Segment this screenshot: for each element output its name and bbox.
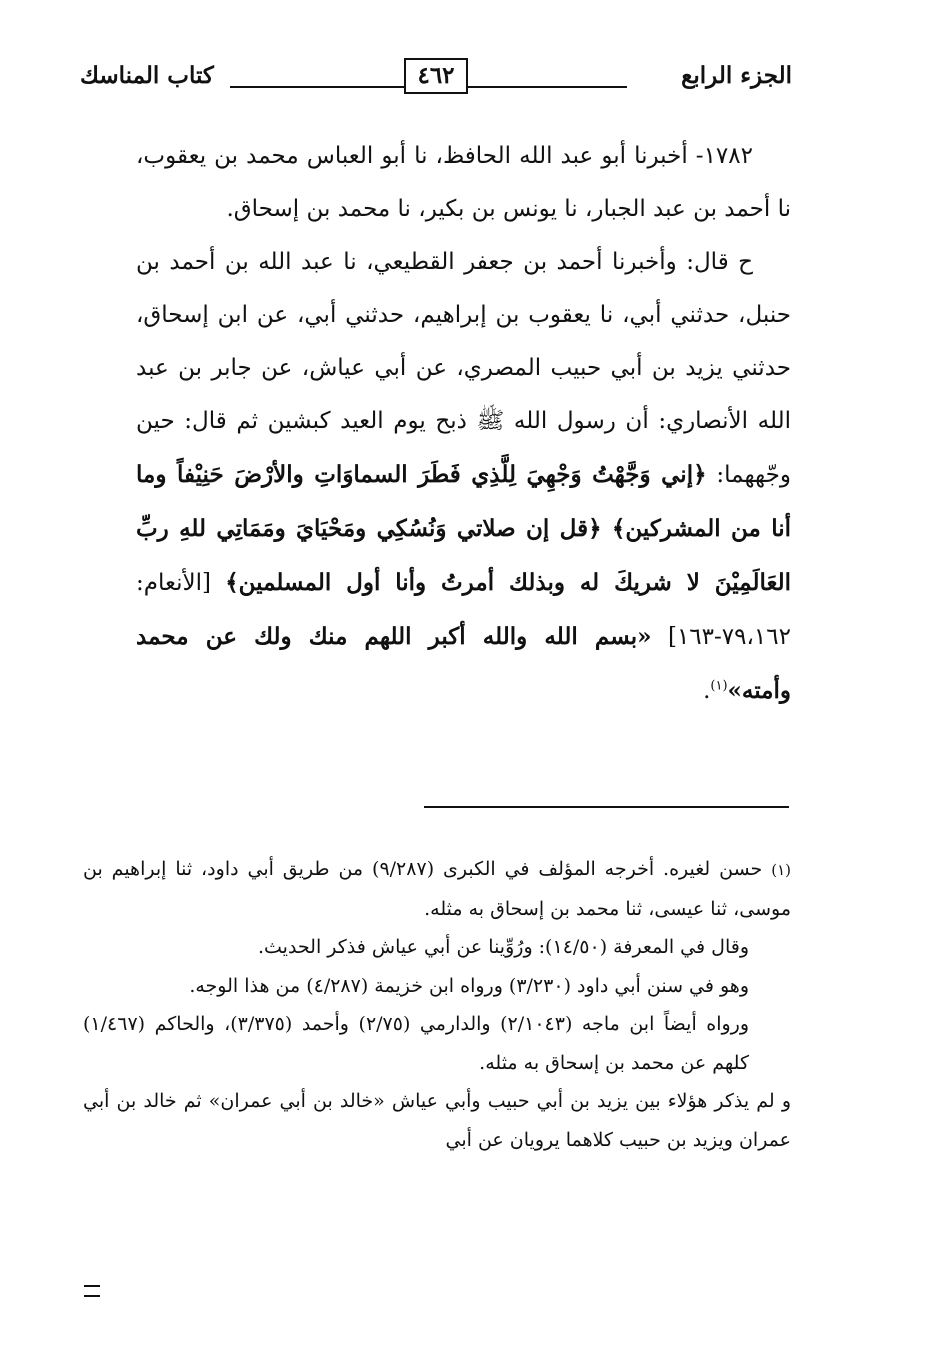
main-text [136, 130, 791, 718]
header-rule-left [230, 86, 405, 88]
hadith-isnad-paragraph: ١٧٨٢- أخبرنا أبو عبد الله الحافظ، نا أبو العباس محمد بن يعقوب، نا أحمد بن عبد الجبار، نا يونس بن بكير، نا محمد بن إسحاق. [136, 143, 791, 222]
part-title: الجزء الرابع [681, 62, 792, 89]
book-title: كتاب المناسك [80, 62, 214, 89]
footnote-marker: (١) [710, 678, 728, 694]
footnote-line: وهو في سنن أبي داود (٣/٢٣٠) ورواه ابن خزيمة (٤/٢٨٧) من هذا الوجه. [189, 974, 749, 997]
running-header [80, 58, 792, 98]
dua-text: «بسم الله والله أكبر اللهم منك ولك عن محمد وأمته» [136, 623, 791, 704]
page-number: ٤٦٢ [404, 58, 468, 94]
footnote-line: (١) حسن لغيره. أخرجه المؤلف في الكبرى (٩/٢٨٧) من طريق أبي داود، ثنا إبراهيم بن موسى، ثنا عيسى، ثنا محمد بن إسحاق به مثله. [83, 858, 791, 920]
footnote-line: وقال في المعرفة (١٤/٥٠): ورُوِّينا عن أبي عياش فذكر الحديث. [257, 936, 749, 958]
footnote-number: (١) [771, 861, 791, 879]
footnote-separator [424, 806, 789, 808]
quran-verse: ﴿إني وَجَّهْتُ وَجْهِيَ لِلَّذِي فَطَرَ السماوَاتِ والأرْضَ حَنِيْفاً وما أنا من المشركين﴾ ﴿قل إن صلاتي وَنُسُكِي ومَحْيَايَ ومَمَاتِي للهِ ربِّ العَالَمِيْنَ لا شريكَ له وبذلك أمرتُ وأنا أول المسلمين﴾ [136, 461, 791, 596]
verse-reference: [الأنعام: ٧٩،١٦٢-١٦٣] [136, 570, 791, 650]
continuation-mark [84, 1285, 100, 1297]
footnotes [83, 850, 791, 1159]
paragraph-end: . [703, 678, 711, 704]
hadith-matn-paragraph [136, 236, 791, 718]
footnote-line: و لم يذكر هؤلاء بين يزيد بن أبي حبيب وأبي عياش «خالد بن أبي عمران» ثم خالد بن أبي عمران ويزيد بن حبيب كلاهما يرويان عن أبي [83, 1090, 791, 1151]
header-rule-right [467, 86, 627, 88]
hadith-narration: ح قال: وأخبرنا أحمد بن جعفر القطيعي، نا عبد الله بن أحمد بن حنبل، حدثني أبي، نا يعقوب بن إبراهيم، حدثني أبي، عن ابن إسحاق، حدثني يزيد بن أبي حبيب المصري، عن أبي عياش، عن جابر بن عبد الله الأنصاري: أن رسول الله ﷺ ذبح يوم العيد كبشين ثم قال: حين وجّههما: [136, 249, 791, 488]
footnote-line: ورواه أيضاً ابن ماجه (٢/١٠٤٣) والدارمي (٢/٧٥) وأحمد (٣/٣٧٥)، والحاكم (١/٤٦٧) كلهم عن محمد بن إسحاق به مثله. [83, 1013, 750, 1074]
